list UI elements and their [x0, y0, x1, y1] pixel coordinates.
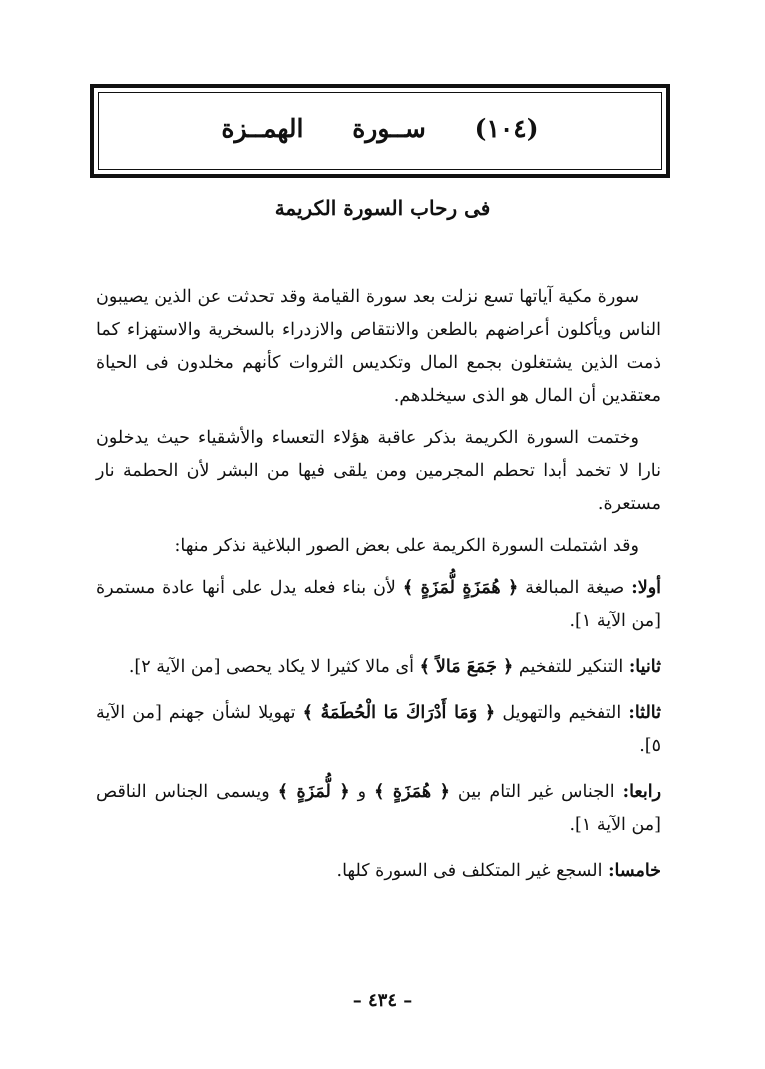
point-text: الجناس غير التام بين: [449, 782, 623, 802]
point-text: صيغة المبالغة: [518, 578, 632, 598]
point-text: لأن بناء فعله يدل على أنها عادة مستمرة [من الآية ١].: [96, 578, 661, 631]
quran-quote: ﴿ جَمَعَ مَالاً ﴾: [419, 657, 514, 677]
rhetoric-point-2: [96, 651, 661, 684]
quran-quote: ﴿ هُمَزَةٍ ﴾: [374, 782, 450, 802]
title-frame: [90, 84, 670, 178]
point-label: رابعا:: [622, 782, 662, 802]
point-label: ثالثا:: [628, 703, 661, 723]
point-label: أولا:: [631, 578, 662, 598]
point-text: تهويلا لشأن جهنم [من الآية ٥].: [96, 703, 661, 756]
point-text: السجع غير المتكلف فى السورة كلها.: [336, 861, 609, 881]
rhetoric-point-4: [96, 776, 661, 842]
sura-name: ســورة الهمــزة: [221, 114, 426, 143]
quran-quote: ﴿ لُّمَزَةٍ ﴾: [277, 782, 350, 802]
point-text: التنكير للتفخيم: [513, 657, 629, 677]
point-text: أى مالا كثيرا لا يكاد يحصى [من الآية ٢].: [128, 657, 420, 677]
paragraph: سورة مكية آياتها تسع نزلت بعد سورة القيامة وقد تحدثت عن الذين يصيبون الناس ويأكلون أعراضهم بالطعن والانتقاص والازدراء بالسخرية والاستهزاء كما ذمت الذين يشتغلون بجمع المال وتكديس الثروات كأنهم مخلدون فى الحياة معتقدين أن المال هو الذى سيخلدهم.: [96, 287, 661, 406]
sura-number: (١٠٤): [474, 114, 539, 143]
rhetoric-point-3: [96, 697, 661, 763]
quran-quote: ﴿ هُمَزَةٍ لُّمَزَةٍ ﴾: [402, 578, 519, 598]
rhetoric-point-5: [96, 855, 661, 888]
paragraph: وختمت السورة الكريمة بذكر عاقبة هؤلاء التعساء والأشقياء حيث يدخلون نارا لا تخمد أبدا تحطم المجرمين ومن يلقى فيها من البشر لأن الحطمة نار مستعرة.: [96, 428, 661, 514]
body-text: [96, 281, 661, 901]
page-number: – ٤٣٤ –: [352, 990, 413, 1011]
point-text: ويسمى الجناس الناقص [من الآية ١].: [96, 782, 661, 835]
point-label: خامسا:: [608, 861, 661, 881]
section-subtitle: فى رحاب السورة الكريمة: [274, 196, 491, 220]
point-text: التفخيم والتهويل: [495, 703, 629, 723]
point-label: ثانيا:: [628, 657, 661, 677]
paragraph: وقد اشتملت السورة الكريمة على بعض الصور البلاغية نذكر منها:: [174, 536, 639, 556]
rhetoric-point-1: [96, 572, 661, 638]
sura-title: [94, 114, 666, 143]
quran-quote: ﴿ وَمَا أَدْرَاكَ مَا الْحُطَمَةُ ﴾: [302, 703, 496, 723]
point-text: و: [349, 782, 375, 802]
